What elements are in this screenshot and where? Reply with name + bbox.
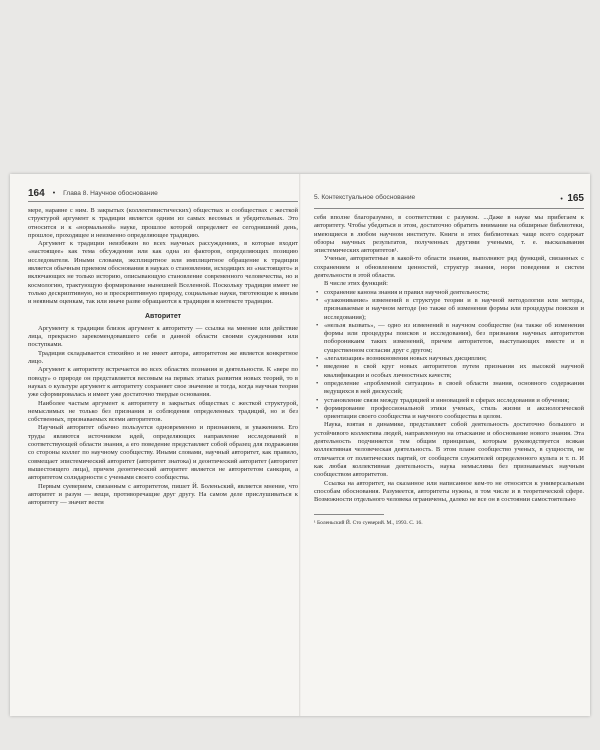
list-item: • «нельзя вызвать», — одно из изменений в научном сообществе (на также об изменения формы или процедуры поисков и исследования), без признания научных авторитетов побороникаим таких изменений, причем авторитетов, выступающих вместе и в существенном согласии друг с другом; [314,322,584,355]
right-page-number: 165 [567,193,584,204]
paragraph: Ученые, авторитетные в какой-то области знания, выполняют ряд функций, связанных с сохранением и обновлением ценностей, структур знания, норм поведения и систем деятельности в этой области. [314,255,584,280]
list-item: • определение «проблемной ситуации» в своей области знания, основного содержания ведущихся в ней дискуссий; [314,380,584,397]
right-page [314,188,584,528]
list-item: • установление связи между традицией и инновацией в сферах исследования и обучения; [314,397,584,405]
paragraph: Аргумент к авторитету встречается во всех областях познания и деятельности. К «вере по поводу» о природе он представляется весомым на первых этапах развития новых теорий, то в науках о культуре аргумент к авторитету сохраняет свое значение и тогда, когда научная теория уже сформировалась и имеет уже достаточно твердые основания. [28,366,298,399]
right-running-header [314,188,584,209]
right-header-bullet: • [560,196,563,203]
left-page-body [28,207,298,507]
left-running-title: Глава 8. Научное обоснование [63,190,158,197]
paragraph: Ссылка на авторитет, на сказанное или написанное кем-то не относятся к универсальным способам обоснования. Разумеется, авторитеты нужны, в том числе и в теоретической сфере. Возможности отдельного человека ограничены, далеко не все он в состоянии самостоятельно [314,479,584,504]
left-running-header [28,188,298,202]
functions-list [314,289,584,422]
footnote: ¹ Боленьский Й. Сто суеверий. М., 1993. С. 16. [314,520,423,527]
book-gutter [299,174,301,716]
paragraph: Традиция складывается стихийно и не имеет автора, авторитетом же является конкретное лицо. [28,349,298,366]
paragraph: мере, наравне с ним. В закрытых (коллективистических) обществах и сообществах с жесткой структурой аргумент к традиции является одним из самых весомых и убедительных. Это относится и к «нормальной» науке, прошлое которой определяет ее сегодняшний день, прошлое, проходящее и неизменно определяющее традицию. [28,207,298,239]
paragraph: Первым суеверием, связанным с авторитетом, пишет Й. Боленьский, является мнение, что авторитет и разум — вещи, противоречащие друг другу. На самом деле прислушиваться к авторитету — значит вести [28,482,298,507]
paragraph: Научный авторитет обычно пользуется одновременно и признанием, и уважением. Его труды являются источником идей, определяющих направление исследований в соответствующей области знания, а его поведение представляет собой образец для подражания со стороны коллег по научному сообществу. Иными словами, научный авторитет, как правило, совмещает эпистемический авторитет (авторитет знатока) и деонтический авторитет (авторитет вышестоящего лица), причем деонтический авторитет является не авторитетом санкции, а авторитетом солидарности с учеными своего сообщества. [28,424,298,482]
paragraph: В числе этих функций: [324,280,388,288]
list-item: • сохранение канона знания и правил научной деятельности; [314,289,584,297]
right-running-title: 5. Контекстуальное обоснование [314,193,416,201]
paragraph: Наука, взятая в динамике, представляет собой деятельность достаточно большого и устойчивого коллектива людей, направленную на отыскание и обоснование нового знания. Эта деятельность подчиняется тем общим принципам, которым руководствуется всякая коллективная человеческая деятельность. В этом плане сообщество ученых, в сущности, не отличается от политических партий, от сообществ служителей определенного культа и т. п. И как любая коллективная деятельность, наука немыслима без признаваемых научным сообществом авторитетов. [314,421,584,479]
book-spread [10,174,590,716]
right-page-body [314,214,584,528]
paragraph: Аргументу к традиции близок аргумент к авторитету — ссылка на мнение или действие лица, прекрасно зарекомендовавшего себя в данной области своими суждениями или поступками. [28,324,298,349]
footnote-rule [314,514,384,517]
list-item: • формирование профессиональной этики ученых, стиль жизни и аксиологической ориентации своего сообщества и научного сообщества в целом. [314,405,584,422]
paragraph: себя вполне благоразумно, в соответствии с разумом. ...Даже в науке мы прибегаем к авторитету. Чтобы убедиться в этом, достаточно обратить внимание на обширные библиотеки, имеющиеся в любом научном институте. Книги в этих библиотеках чаще всего содержат обзоры научных результатов, полученных другими учеными, т. е. высказывания эпистемических авторитетов¹. [314,214,584,255]
section-heading: Авторитет [144,312,182,320]
paragraph: Аргумент к традиции неизбежен во всех научных рассуждениях, в которые входит «настоящее» как тема обсуждения или как одна из факторов, определяющих позицию исследователя. Иными словами, эксплицитное или имплицитное обращение к традиции является обычным приемом обоснования в науках о становлении, исходящих из «настоящего» и включающих не только историю, описывающую становление современного человечества, но и космологию, трактующую формирование нынешней Вселенной. Поскольку традиция имеет не только дескриптивную, но и прескриптивную природу, социальные науки, тяготеющие к явным и неявным оценкам, так или иначе разве обращаются к традиции в контексте традиции. [28,240,298,306]
list-item: • введение в свой круг новых авторитетов путем признания их высокой научной квалификации и особых личностных качеств; [314,363,584,380]
left-page [28,188,298,507]
paragraph: Наиболее частым аргумент к авторитету в закрытых обществах с жесткой структурой, немыслимых не только без признания и соблюдения определенных традиций, но и без собственных, признаваемых всеми авторитетов. [28,399,298,424]
list-item: • «узаконивание» изменений в структуре теории и в научной методологии или методы, признаваемые и научном методе (но также об изменения формы или процедуры поисков и исследования); [314,297,584,322]
list-item: • «легализация» возникновения новых научных дисциплин; [314,355,584,363]
left-header-bullet: • [52,190,56,197]
left-page-number: 164 [28,188,45,199]
right-page-number-group [560,188,584,206]
